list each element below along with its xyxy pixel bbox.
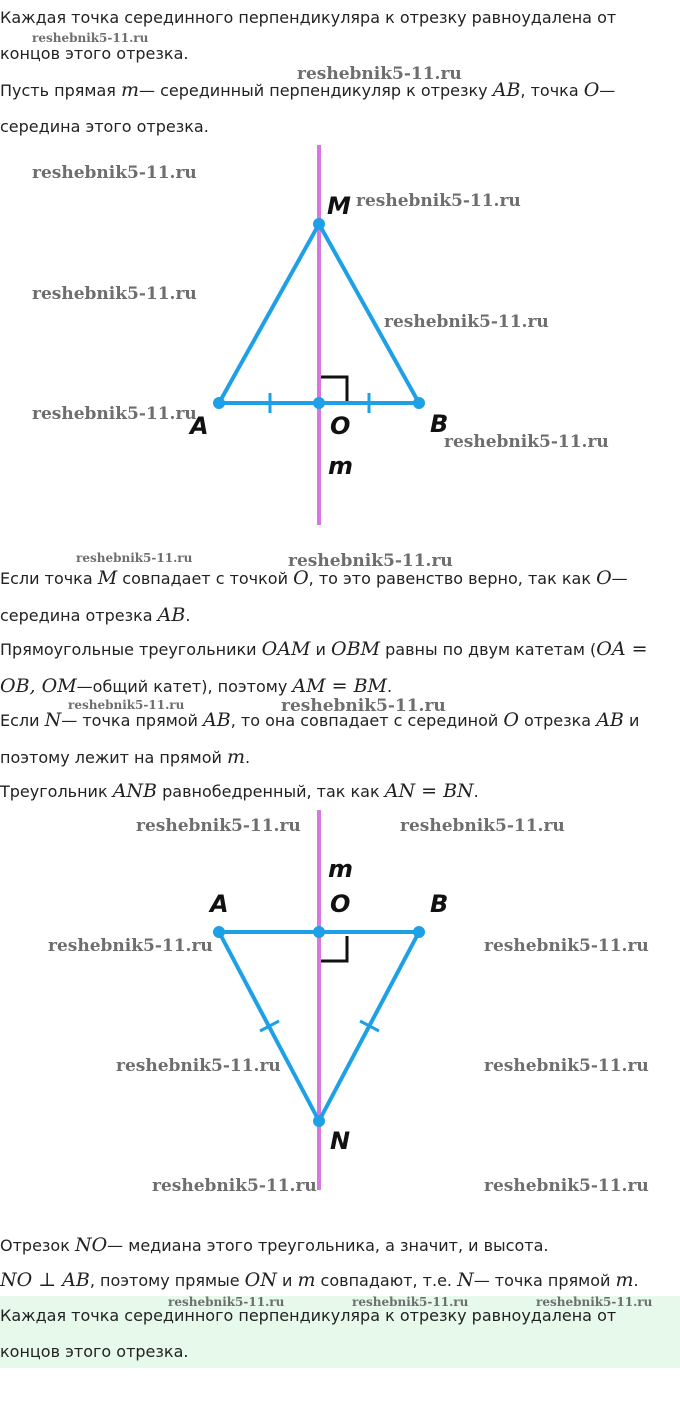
watermark: reshebnik5-11.ru — [384, 312, 549, 332]
text-fragment: —общий катет), поэтому — [76, 677, 293, 696]
label-point-b: B — [430, 890, 449, 918]
watermark: reshebnik5-11.ru — [32, 404, 197, 424]
text-fragment: . — [633, 1271, 639, 1290]
math-m: m — [615, 1269, 634, 1291]
watermark: reshebnik5-11.ru — [356, 191, 521, 211]
math-an-bn: AN = BN — [384, 780, 474, 802]
watermark: reshebnik5-11.ru — [136, 816, 301, 836]
math-o: O — [293, 567, 309, 589]
label-line-m: m — [328, 855, 354, 883]
text-fragment: — медиана этого треугольника, а значит, и высота. — [107, 1236, 549, 1255]
math-o: O — [596, 567, 612, 589]
math-ab: AB — [492, 79, 521, 101]
label-point-a: A — [210, 890, 229, 918]
text-fragment: отрезка — [518, 711, 597, 730]
text-fragment: совпадают, т.е. — [315, 1271, 458, 1290]
watermark: reshebnik5-11.ru — [152, 1176, 317, 1196]
right-angle-mark — [321, 377, 347, 401]
watermark: reshebnik5-11.ru — [536, 1295, 653, 1309]
point-b — [413, 397, 425, 409]
perpendicular-paragraph — [0, 1262, 676, 1299]
watermark: reshebnik5-11.ru — [352, 1295, 469, 1309]
point-n — [313, 1115, 325, 1127]
watermark: reshebnik5-11.ru — [288, 551, 453, 571]
math-anb: ANB — [112, 780, 158, 802]
text-fragment: и — [276, 1271, 298, 1290]
text-fragment: и поэтому лежит на прямой — [0, 711, 640, 767]
math-obm: OBM — [331, 638, 381, 660]
text-fragment: , то она совпадает с серединой — [230, 711, 504, 730]
figure-triangle-amb — [0, 140, 680, 535]
median-paragraph — [0, 1227, 676, 1264]
math-ab: AB — [157, 604, 186, 626]
math-o: O — [583, 79, 600, 101]
text-fragment: и — [310, 640, 332, 659]
watermark: reshebnik5-11.ru — [48, 936, 213, 956]
text-fragment: — середина этого отрезка. — [0, 81, 616, 136]
watermark: reshebnik5-11.ru — [116, 1056, 281, 1076]
label-point-n: N — [330, 1127, 351, 1155]
statement-text: Каждая точка серединного перпендикуляра к отрезку равноудалена от концов этого отрезка. — [0, 8, 617, 63]
right-angle-mark — [321, 936, 347, 961]
label-point-o: O — [330, 890, 351, 918]
point-a — [213, 397, 225, 409]
math-m: M — [97, 567, 118, 589]
math-am-bm: AM = BM — [292, 675, 387, 697]
math-n: N — [44, 709, 62, 731]
watermark: reshebnik5-11.ru — [484, 936, 649, 956]
point-o — [313, 397, 325, 409]
label-line-m: m — [328, 452, 354, 480]
watermark: reshebnik5-11.ru — [76, 551, 193, 565]
text-fragment: . — [245, 748, 251, 767]
figure-triangle-anb — [0, 805, 680, 1200]
text-fragment: Отрезок — [0, 1236, 75, 1255]
text-fragment: Пусть прямая — [0, 81, 121, 100]
text-fragment: Прямоугольные треугольники — [0, 640, 262, 659]
math-o: O — [503, 709, 519, 731]
label-point-b: B — [430, 410, 449, 438]
watermark: reshebnik5-11.ru — [32, 284, 197, 304]
text-fragment: Если точка — [0, 569, 98, 588]
math-ab: AB — [203, 709, 231, 731]
label-point-o: O — [330, 412, 351, 440]
math-oam: OAM — [261, 638, 311, 660]
math-ab: AB — [596, 709, 624, 731]
text-fragment: Если — [0, 711, 45, 730]
math-on: ON — [244, 1269, 277, 1291]
point-a — [213, 926, 225, 938]
watermark: reshebnik5-11.ru — [400, 816, 565, 836]
math-oa-ob-om: OA = OB, OM — [0, 638, 648, 697]
text-fragment: . — [387, 677, 393, 696]
text-fragment: Треугольник — [0, 782, 113, 801]
math-m: m — [120, 79, 139, 101]
point-o — [313, 926, 325, 938]
text-fragment: равны по двум катетам ( — [380, 640, 597, 659]
side-am — [219, 224, 319, 403]
watermark: reshebnik5-11.ru — [32, 163, 197, 183]
text-fragment: , точка — [520, 81, 584, 100]
math-no: NO — [74, 1234, 108, 1256]
text-fragment: — точка прямой — [473, 1271, 616, 1290]
math-m: m — [227, 746, 246, 768]
math-no-perp-ab: NO ⊥ AB — [0, 1269, 90, 1291]
watermark: reshebnik5-11.ru — [297, 64, 462, 84]
text-fragment: , то это равенство верно, так как — [308, 569, 597, 588]
label-point-m: M — [327, 192, 351, 220]
conclusion-text: Каждая точка серединного перпендикуляра к отрезку равноудалена от концов этого отрезка. — [0, 1306, 617, 1361]
watermark: reshebnik5-11.ru — [484, 1176, 649, 1196]
math-m: m — [297, 1269, 316, 1291]
watermark: reshebnik5-11.ru — [32, 31, 149, 45]
text-fragment: — середина отрезка — [0, 569, 628, 625]
text-fragment: — точка прямой — [61, 711, 204, 730]
text-fragment: , поэтому прямые — [89, 1271, 245, 1290]
text-fragment: . — [473, 782, 479, 801]
watermark: reshebnik5-11.ru — [168, 1295, 285, 1309]
watermark: reshebnik5-11.ru — [68, 698, 185, 712]
text-fragment: . — [185, 606, 191, 625]
text-fragment: равнобедренный, так как — [157, 782, 385, 801]
math-n: N — [457, 1269, 474, 1291]
text-fragment: — серединный перпендикуляр к отрезку — [139, 81, 493, 100]
text-fragment: совпадает с точкой — [117, 569, 294, 588]
label-point-a: A — [190, 412, 209, 440]
case-m-equals-o-paragraph — [0, 560, 676, 634]
point-m — [313, 218, 325, 230]
watermark: reshebnik5-11.ru — [281, 696, 446, 716]
watermark: reshebnik5-11.ru — [484, 1056, 649, 1076]
right-triangles-paragraph — [0, 631, 676, 705]
point-b — [413, 926, 425, 938]
watermark: reshebnik5-11.ru — [444, 432, 609, 452]
